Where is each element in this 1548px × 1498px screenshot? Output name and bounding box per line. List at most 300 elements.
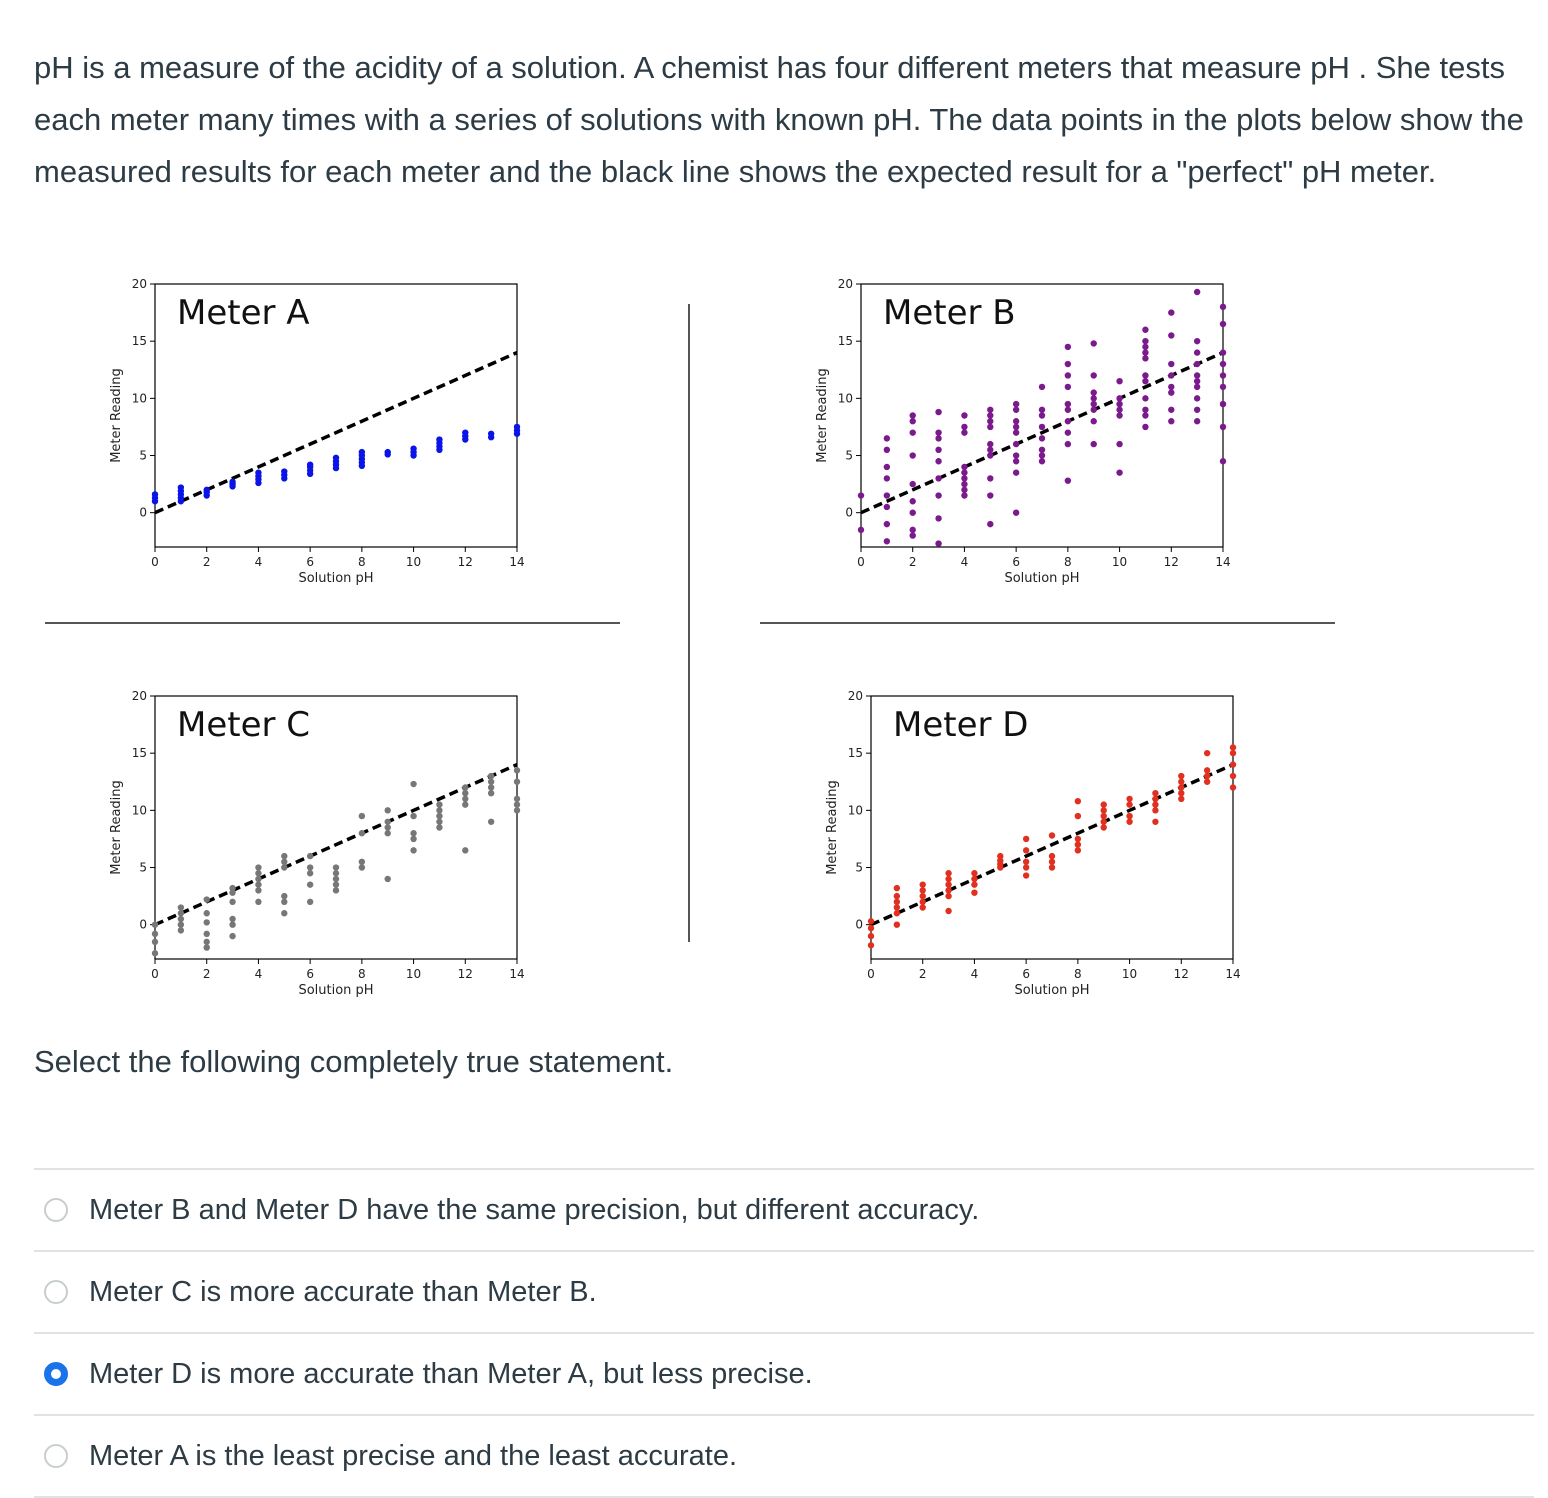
x-tick-label: 8 [358, 967, 366, 981]
x-axis-label: Solution pH [298, 571, 374, 586]
x-tick-label: 12 [457, 967, 473, 981]
data-point [307, 461, 313, 467]
data-point [1194, 378, 1200, 384]
data-point [910, 429, 916, 435]
data-point [1152, 790, 1158, 796]
question-prompt: Select the following completely true statement. [34, 1044, 674, 1079]
data-point [910, 509, 916, 515]
data-point [410, 830, 416, 836]
data-point [1023, 859, 1029, 865]
data-point [255, 899, 261, 905]
data-point [1039, 407, 1045, 413]
data-point [1168, 389, 1174, 395]
data-point [152, 921, 158, 927]
data-point [1220, 401, 1226, 407]
data-point [1013, 424, 1019, 430]
data-point [910, 527, 916, 533]
data-point [281, 899, 287, 905]
data-point [1142, 424, 1148, 430]
data-point [1204, 750, 1210, 756]
data-point [333, 881, 339, 887]
x-tick-label: 12 [1173, 967, 1189, 981]
data-point [514, 796, 520, 802]
data-point [1142, 378, 1148, 384]
data-point [281, 893, 287, 899]
data-point [178, 484, 184, 490]
y-tick-label: 20 [847, 689, 863, 703]
data-point [204, 487, 210, 493]
answer-option-4[interactable] [34, 1416, 1534, 1498]
data-point [436, 436, 442, 442]
data-point [307, 870, 313, 876]
data-point [1101, 807, 1107, 813]
data-point [945, 893, 951, 899]
data-point [1126, 801, 1132, 807]
data-point [255, 876, 261, 882]
data-point [971, 870, 977, 876]
data-point [255, 881, 261, 887]
data-point [1039, 447, 1045, 453]
data-point [961, 481, 967, 487]
data-point [1116, 395, 1122, 401]
data-point [204, 896, 210, 902]
data-point [307, 864, 313, 870]
data-point [1204, 779, 1210, 785]
x-tick-label: 2 [202, 555, 211, 569]
x-tick-label: 12 [457, 555, 473, 569]
data-point [987, 407, 993, 413]
data-point [1230, 750, 1236, 756]
x-tick-label: 14 [1225, 967, 1241, 981]
data-point [945, 881, 951, 887]
data-point [920, 881, 926, 887]
data-point [1039, 452, 1045, 458]
x-tick-label: 0 [867, 967, 875, 981]
answer-label-3[interactable]: Meter D is more accurate than Meter A, but less precise. [89, 1357, 813, 1390]
data-point [255, 870, 261, 876]
data-point [178, 916, 184, 922]
data-point [1178, 779, 1184, 785]
data-point [1126, 819, 1132, 825]
plot-meter-a [40, 270, 620, 610]
y-axis-label: Meter Reading [109, 368, 124, 463]
x-tick-label: 14 [509, 555, 525, 569]
data-point [462, 801, 468, 807]
data-point [281, 468, 287, 474]
data-point [910, 498, 916, 504]
data-point [1142, 412, 1148, 418]
data-point [1168, 384, 1174, 390]
data-point [1178, 773, 1184, 779]
data-point [1194, 407, 1200, 413]
data-point [152, 931, 158, 937]
meters-figure [40, 270, 1350, 998]
x-tick-label: 4 [970, 967, 979, 981]
data-point [1101, 819, 1107, 825]
data-point [894, 904, 900, 910]
data-point [997, 853, 1003, 859]
data-point [1049, 853, 1055, 859]
data-point [1230, 784, 1236, 790]
data-point [1220, 349, 1226, 355]
data-point [935, 492, 941, 498]
data-point [1091, 418, 1097, 424]
data-point [410, 445, 416, 451]
data-point [868, 925, 874, 931]
data-point [1142, 372, 1148, 378]
data-point [1013, 469, 1019, 475]
data-point [281, 910, 287, 916]
data-point [410, 813, 416, 819]
data-point [1091, 389, 1097, 395]
data-point [307, 899, 313, 905]
data-point [333, 876, 339, 882]
radio-button-3[interactable] [44, 1362, 68, 1386]
x-tick-label: 4 [254, 555, 263, 569]
data-point [1065, 401, 1071, 407]
data-point [152, 950, 158, 956]
chart-title: Meter D [893, 705, 1029, 745]
data-point [1220, 361, 1226, 367]
data-point [961, 424, 967, 430]
data-point [1065, 407, 1071, 413]
data-point [1075, 798, 1081, 804]
data-point [229, 933, 235, 939]
data-point [462, 796, 468, 802]
data-point [868, 933, 874, 939]
data-point [1101, 801, 1107, 807]
data-point [1013, 458, 1019, 464]
x-tick-label: 6 [306, 555, 314, 569]
x-tick-label: 4 [960, 555, 969, 569]
data-point [204, 944, 210, 950]
data-point [961, 464, 967, 470]
data-point [229, 885, 235, 891]
answer-option-2[interactable] [34, 1252, 1534, 1334]
data-point [1101, 824, 1107, 830]
data-point [884, 492, 890, 498]
data-point [945, 870, 951, 876]
chart-title: Meter B [883, 293, 1016, 333]
data-point [920, 904, 926, 910]
data-point [1142, 407, 1148, 413]
data-point [410, 781, 416, 787]
radio-button-1[interactable] [44, 1198, 68, 1222]
data-point [385, 876, 391, 882]
data-point [961, 429, 967, 435]
data-point [488, 790, 494, 796]
data-point [1204, 773, 1210, 779]
x-tick-label: 2 [202, 967, 211, 981]
data-point [920, 887, 926, 893]
data-point [894, 893, 900, 899]
data-point [935, 447, 941, 453]
data-point [1168, 361, 1174, 367]
data-point [1220, 372, 1226, 378]
data-point [1091, 441, 1097, 447]
data-point [884, 464, 890, 470]
y-tick-label: 10 [847, 803, 863, 818]
data-point [1049, 832, 1055, 838]
data-point [971, 876, 977, 882]
data-point [1142, 327, 1148, 333]
data-point [987, 441, 993, 447]
y-tick-label: 5 [855, 860, 863, 875]
data-point [987, 447, 993, 453]
answer-list [34, 1168, 1534, 1498]
data-point [1065, 372, 1071, 378]
y-axis-label: Meter Reading [815, 368, 830, 463]
answer-label-4[interactable]: Meter A is the least precise and the least accurate. [89, 1439, 738, 1472]
data-point [488, 819, 494, 825]
data-point [884, 521, 890, 527]
data-point [945, 908, 951, 914]
data-point [436, 824, 442, 830]
data-point [488, 779, 494, 785]
data-point [514, 807, 520, 813]
y-tick-label: 15 [131, 746, 147, 761]
y-tick-label: 10 [131, 803, 147, 818]
data-point [1075, 836, 1081, 842]
data-point [1168, 372, 1174, 378]
data-point [1039, 384, 1045, 390]
data-point [307, 881, 313, 887]
answer-label-1[interactable]: Meter B and Meter D have the same precision, but different accuracy. [89, 1193, 980, 1226]
data-point [1013, 509, 1019, 515]
data-point [1194, 372, 1200, 378]
data-point [1116, 401, 1122, 407]
data-point [868, 942, 874, 948]
data-point [255, 864, 261, 870]
data-point [1194, 361, 1200, 367]
data-point [1116, 441, 1122, 447]
data-point [910, 412, 916, 418]
data-point [514, 767, 520, 773]
y-tick-label: 20 [131, 689, 147, 703]
x-tick-label: 8 [358, 555, 366, 569]
x-axis-label: Solution pH [1014, 983, 1090, 998]
data-point [359, 859, 365, 865]
data-point [333, 887, 339, 893]
x-tick-label: 10 [1111, 555, 1128, 569]
data-point [1116, 407, 1122, 413]
y-axis-label: Meter Reading [109, 780, 124, 875]
data-point [1126, 796, 1132, 802]
data-point [462, 790, 468, 796]
data-point [1091, 340, 1097, 346]
x-tick-label: 10 [405, 967, 422, 981]
answer-option-3[interactable] [34, 1334, 1534, 1416]
data-point [1230, 761, 1236, 767]
data-point [178, 921, 184, 927]
data-point [281, 864, 287, 870]
data-point [1116, 469, 1122, 475]
plot-meter-c [40, 682, 620, 1022]
data-point [229, 899, 235, 905]
data-point [255, 469, 261, 475]
answer-label-2[interactable]: Meter C is more accurate than Meter B. [89, 1275, 597, 1308]
data-point [1220, 424, 1226, 430]
x-tick-label: 12 [1163, 555, 1179, 569]
data-point [1039, 458, 1045, 464]
x-tick-label: 14 [1215, 555, 1231, 569]
data-point [1023, 836, 1029, 842]
data-point [1142, 395, 1148, 401]
data-point [514, 424, 520, 430]
y-tick-label: 15 [847, 746, 863, 761]
x-tick-label: 10 [405, 555, 422, 569]
data-point [987, 521, 993, 527]
data-point [488, 431, 494, 437]
y-tick-label: 15 [837, 334, 853, 349]
x-axis-label: Solution pH [298, 983, 374, 998]
data-point [1194, 338, 1200, 344]
data-point [1049, 859, 1055, 865]
data-point [1013, 418, 1019, 424]
x-tick-label: 6 [1012, 555, 1020, 569]
data-point [281, 859, 287, 865]
data-point [1178, 796, 1184, 802]
data-point [945, 887, 951, 893]
data-point [894, 910, 900, 916]
answer-option-1[interactable] [34, 1170, 1534, 1252]
data-point [229, 916, 235, 922]
data-point [1194, 384, 1200, 390]
horizontal-divider-right [760, 622, 1335, 624]
data-point [1152, 807, 1158, 813]
y-tick-label: 0 [855, 917, 863, 932]
question-text: pH is a measure of the acidity of a solution. A chemist has four different meters that measure pH . She tests each meter many times with a series of solutions with known pH. The data points in the plots below show the measured results for each meter and the black line shows the expected result for a "perfect" pH meter. [34, 50, 1524, 189]
x-tick-label: 10 [1121, 967, 1138, 981]
data-point [1178, 784, 1184, 790]
data-point [359, 813, 365, 819]
data-point [333, 455, 339, 461]
data-point [436, 801, 442, 807]
data-point [385, 830, 391, 836]
radio-button-2[interactable] [44, 1280, 68, 1304]
data-point [1065, 344, 1071, 350]
data-point [333, 870, 339, 876]
data-point [1013, 401, 1019, 407]
data-point [488, 784, 494, 790]
data-point [229, 479, 235, 485]
y-axis-label: Meter Reading [825, 780, 840, 875]
data-point [385, 807, 391, 813]
plot-meter-b [746, 270, 1326, 610]
data-point [152, 491, 158, 497]
data-point [436, 819, 442, 825]
data-point [884, 475, 890, 481]
y-tick-label: 5 [139, 860, 147, 875]
y-tick-label: 10 [837, 391, 853, 406]
data-point [1023, 864, 1029, 870]
data-point [152, 939, 158, 945]
data-point [462, 847, 468, 853]
data-point [204, 931, 210, 937]
data-point [1142, 355, 1148, 361]
data-point [1142, 344, 1148, 350]
data-point [945, 876, 951, 882]
data-point [935, 540, 941, 546]
data-point [1091, 401, 1097, 407]
data-point [1204, 767, 1210, 773]
data-point [1065, 441, 1071, 447]
data-point [910, 481, 916, 487]
data-point [894, 921, 900, 927]
data-point [910, 418, 916, 424]
data-point [1101, 813, 1107, 819]
data-point [1091, 395, 1097, 401]
data-point [1065, 384, 1071, 390]
data-point [385, 449, 391, 455]
data-point [1091, 372, 1097, 378]
data-point [868, 918, 874, 924]
data-point [359, 830, 365, 836]
data-point [961, 492, 967, 498]
data-point [1142, 338, 1148, 344]
vertical-divider [688, 304, 690, 942]
data-point [935, 409, 941, 415]
data-point [987, 452, 993, 458]
data-point [1013, 429, 1019, 435]
chart-title: Meter C [177, 705, 311, 745]
chart-title: Meter A [177, 293, 310, 333]
data-point [1168, 309, 1174, 315]
y-tick-label: 5 [845, 448, 853, 463]
data-point [1065, 429, 1071, 435]
data-point [1075, 841, 1081, 847]
data-point [359, 864, 365, 870]
data-point [436, 813, 442, 819]
data-point [281, 853, 287, 859]
data-point [1023, 847, 1029, 853]
data-point [1152, 819, 1158, 825]
x-tick-label: 0 [151, 967, 159, 981]
y-tick-label: 5 [139, 448, 147, 463]
data-point [961, 487, 967, 493]
x-tick-label: 4 [254, 967, 263, 981]
data-point [1194, 418, 1200, 424]
data-point [1126, 813, 1132, 819]
data-point [462, 429, 468, 435]
data-point [1065, 477, 1071, 483]
data-point [935, 458, 941, 464]
data-point [971, 889, 977, 895]
y-tick-label: 0 [845, 505, 853, 520]
data-point [1168, 332, 1174, 338]
radio-button-4[interactable] [44, 1444, 68, 1468]
data-point [514, 801, 520, 807]
data-point [935, 475, 941, 481]
data-point [385, 824, 391, 830]
horizontal-divider-left [45, 622, 620, 624]
data-point [894, 899, 900, 905]
data-point [1013, 441, 1019, 447]
data-point [884, 538, 890, 544]
data-point [178, 910, 184, 916]
data-point [1065, 361, 1071, 367]
data-point [961, 469, 967, 475]
data-point [884, 435, 890, 441]
data-point [462, 784, 468, 790]
data-point [1075, 847, 1081, 853]
data-point [961, 412, 967, 418]
data-point [385, 819, 391, 825]
data-point [987, 418, 993, 424]
data-point [1168, 418, 1174, 424]
data-point [1039, 435, 1045, 441]
data-point [178, 927, 184, 933]
